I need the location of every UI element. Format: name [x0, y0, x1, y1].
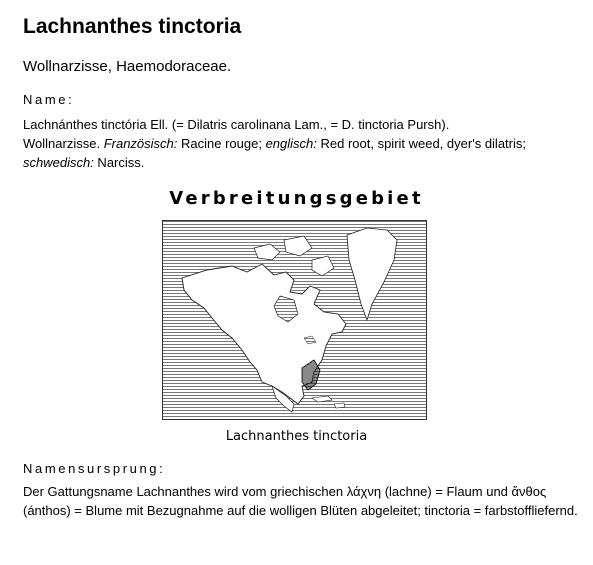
name-line-2a: Wollnarzisse.	[23, 136, 104, 151]
map-image	[162, 220, 427, 420]
lang-english-label: englisch:	[265, 136, 317, 151]
lang-swedish-label: schwedisch:	[23, 155, 94, 170]
map-caption: Lachnanthes tinctoria	[225, 429, 368, 444]
name-line-2c: Racine rouge;	[177, 136, 266, 151]
name-line-3b: Narciss.	[93, 155, 145, 170]
name-section-text	[23, 115, 578, 172]
name-line-1: Lachnánthes tinctória Ell. (= Dilatris carolinana Lam., = D. tinctoria Pursh).	[23, 117, 450, 132]
lang-french-label: Französisch:	[103, 136, 178, 151]
origin-section-text: Der Gattungsname Lachnanthes wird vom griechischen λάχνη (lachne) = Flaum und ἄνθος (ánthos) = Blume mit Bezugnahme auf die wolligen Blüten abgeleitet; tinctoria = farbstoffliefernd.	[23, 484, 578, 518]
name-section-label: Name:	[23, 92, 75, 107]
distribution-map	[162, 220, 427, 420]
page-title: Lachnanthes tinctoria	[23, 15, 242, 38]
map-heading: Verbreitungsgebiet	[169, 188, 424, 209]
origin-section-label: Namensursprung:	[23, 461, 166, 476]
page-subtitle: Wollnarzisse, Haemodoraceae.	[23, 58, 232, 75]
name-line-2e: Red root, spirit weed, dyer's dilatris;	[316, 136, 526, 151]
